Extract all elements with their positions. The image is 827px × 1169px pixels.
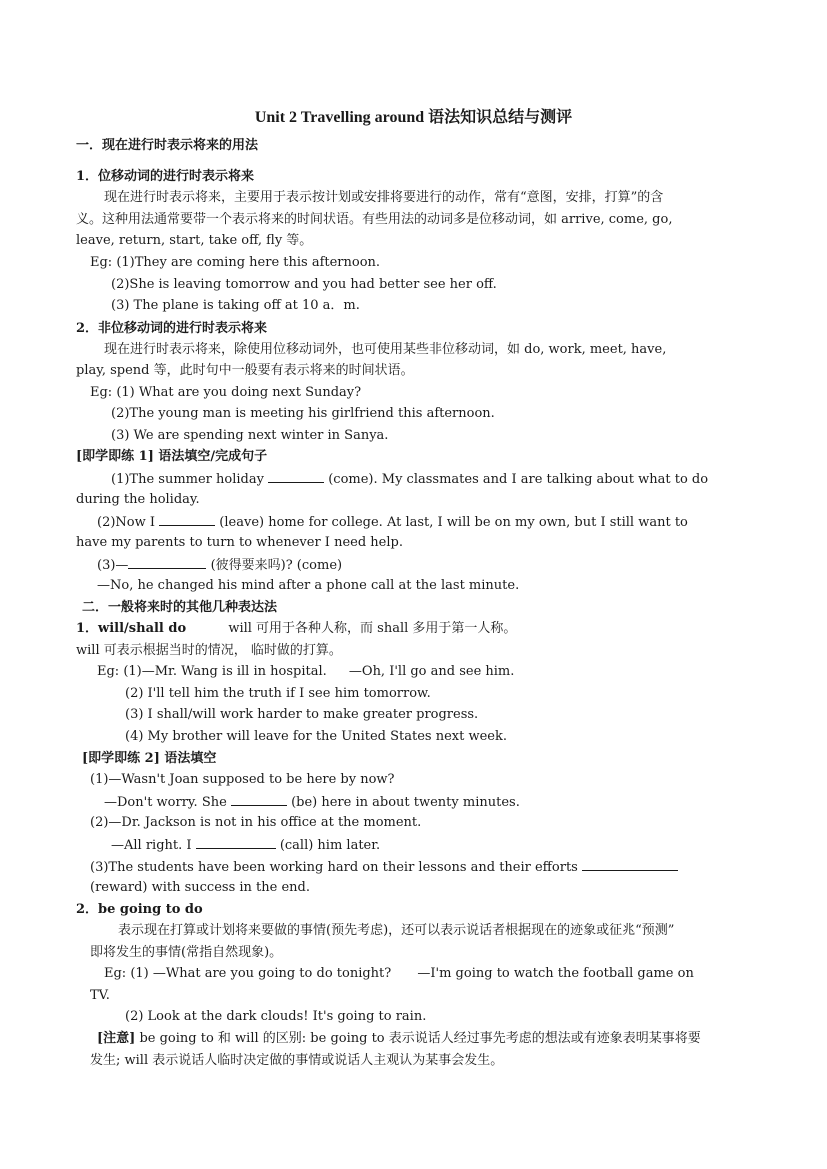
practice2-q2-line bbox=[111, 836, 380, 854]
example-line: (3) I shall/will work harder to make greater progress. bbox=[125, 707, 479, 722]
practice2-q3-line bbox=[90, 858, 678, 876]
example-line: Eg: (1) What are you doing next Sunday? bbox=[90, 385, 362, 400]
paragraph-line: 现在进行时表示将来，主要用于表示按计划或安排将要进行的动作，常有“意图，安排，打算”的含 bbox=[104, 190, 664, 205]
paragraph-line: 现在进行时表示将来，除使用位移动词外，也可使用某些非位移动词，如 do, work, meet, have, bbox=[104, 342, 667, 357]
question-text: —No, he changed his mind after a phone call at the last minute. bbox=[97, 578, 520, 593]
section1-part1-heading: 1．位移动词的进行时表示将来 bbox=[76, 169, 255, 184]
note-line: 发生; will 表示说话人临时决定做的事情或说话人主观认为某事会发生。 bbox=[90, 1053, 504, 1068]
example-line: (3) The plane is taking off at 10 a．m. bbox=[111, 298, 360, 313]
practice1-q3-line bbox=[97, 556, 342, 574]
example-line bbox=[104, 965, 694, 982]
example-line: (2)She is leaving tomorrow and you had better see her off. bbox=[111, 277, 497, 292]
note-line bbox=[97, 1030, 701, 1047]
question-text: (leave) home for college. At last, I will be on my own, but I still want to bbox=[219, 515, 688, 530]
paragraph-line: will 可表示根据当时的情况， 临时做的打算。 bbox=[76, 643, 342, 658]
answer-blank[interactable] bbox=[159, 513, 215, 526]
question-text: (2)Now I bbox=[97, 515, 156, 530]
example-line: (4) My brother will leave for the United States next week. bbox=[125, 729, 507, 744]
question-text: (reward) with success in the end. bbox=[90, 880, 310, 895]
page-title: Unit 2 Travelling around 语法知识总结与测评 bbox=[254, 109, 573, 126]
practice1-q2-line bbox=[97, 513, 688, 531]
paragraph-line: play, spend 等，此时句中一般要有表示将来的时间状语。 bbox=[76, 363, 414, 378]
example-text: —I'm going to watch the football game on bbox=[417, 966, 694, 981]
note-text: be going to 和 will 的区别: be going to 表示说话人经过事先考虑的想法或有迹象表明某事将要 bbox=[139, 1031, 701, 1046]
practice1-heading: [即学即练 1] 语法填空/完成句子 bbox=[76, 449, 268, 464]
example-line: (2) Look at the dark clouds! It's going to rain. bbox=[125, 1009, 427, 1024]
example-line: Eg: (1)They are coming here this afternoon. bbox=[90, 255, 381, 270]
section2-heading: 二．一般将来时的其他几种表达法 bbox=[82, 600, 278, 615]
question-text: (call) him later. bbox=[279, 838, 381, 853]
example-line: (3) We are spending next winter in Sanya. bbox=[111, 428, 389, 443]
question-text: (come). My classmates and I are talking about what to do bbox=[328, 472, 709, 487]
practice2-q1-line bbox=[104, 793, 520, 811]
answer-blank[interactable] bbox=[231, 793, 287, 806]
example-line: (2) I'll tell him the truth if I see him tomorrow. bbox=[125, 686, 431, 701]
section2-part1-heading: 1．will/shall do bbox=[76, 621, 187, 636]
section2-part2-heading: 2．be going to do bbox=[76, 902, 203, 917]
answer-blank[interactable] bbox=[268, 470, 324, 483]
paragraph-line: 表示现在打算或计划将来要做的事情(预先考虑)，还可以表示说话者根据现在的迹象或征兆“预测” bbox=[118, 923, 675, 938]
example-text: Eg: (1) —What are you going to do tonight? bbox=[104, 966, 392, 981]
example-line: TV. bbox=[90, 988, 110, 1003]
section1-heading: 一．现在进行时表示将来的用法 bbox=[76, 138, 259, 153]
question-text: —Don't worry. She bbox=[104, 795, 227, 810]
question-text: (彼得要来吗)? (come) bbox=[210, 558, 343, 573]
question-text: (2)—Dr. Jackson is not in his office at the moment. bbox=[90, 815, 422, 830]
question-text: (1)The summer holiday bbox=[111, 472, 264, 487]
answer-blank[interactable] bbox=[128, 556, 206, 569]
paragraph-line: leave, return, start, take off, fly 等。 bbox=[76, 233, 313, 248]
question-text: (1)—Wasn't Joan supposed to be here by now? bbox=[90, 772, 395, 787]
question-text: (be) here in about twenty minutes. bbox=[291, 795, 520, 810]
answer-blank[interactable] bbox=[196, 836, 276, 849]
note-label: [注意] bbox=[97, 1031, 136, 1046]
question-text: —All right. I bbox=[111, 838, 192, 853]
section2-part1-line bbox=[76, 620, 516, 637]
section1-part2-heading: 2．非位移动词的进行时表示将来 bbox=[76, 321, 268, 336]
example-text: Eg: (1)—Mr. Wang is ill in hospital. bbox=[97, 664, 327, 679]
question-text: have my parents to turn to whenever I need help. bbox=[76, 535, 403, 550]
paragraph-text: will 可用于各种人称，而 shall 多用于第一人称。 bbox=[228, 621, 517, 636]
example-line bbox=[97, 663, 514, 680]
paragraph-line: 义。这种用法通常要带一个表示将来的时间状语。有些用法的动词多是位移动词，如 arrive, come, go, bbox=[76, 212, 673, 227]
example-text: —Oh, I'll go and see him. bbox=[348, 664, 515, 679]
example-line: (2)The young man is meeting his girlfriend this afternoon. bbox=[111, 406, 495, 421]
paragraph-line: 即将发生的事情(常指自然现象)。 bbox=[90, 945, 283, 960]
question-text: during the holiday. bbox=[76, 492, 200, 507]
practice1-q1-line bbox=[111, 470, 708, 488]
practice2-heading: [即学即练 2] 语法填空 bbox=[82, 751, 217, 766]
question-text: (3)The students have been working hard on their lessons and their efforts bbox=[90, 860, 578, 875]
question-text: (3)— bbox=[97, 558, 129, 573]
answer-blank[interactable] bbox=[582, 858, 678, 871]
